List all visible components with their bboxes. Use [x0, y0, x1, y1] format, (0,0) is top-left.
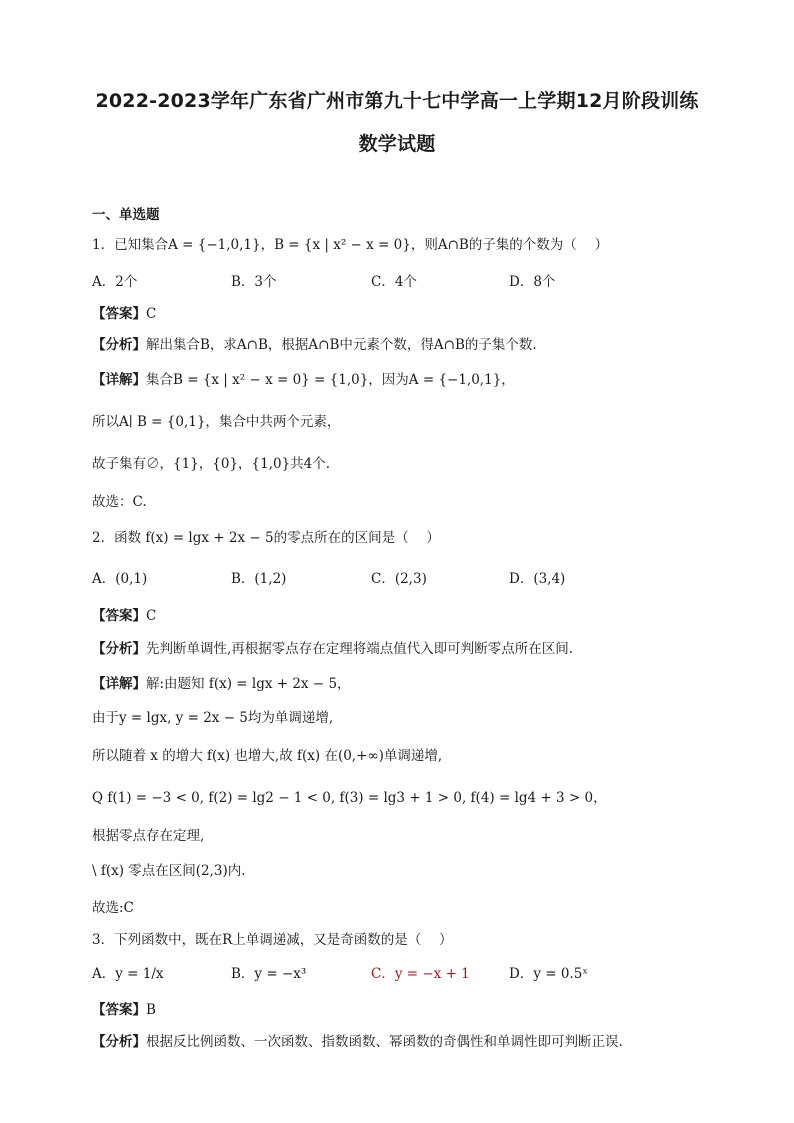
analysis-tag: 【分析】 [92, 641, 146, 657]
doc-title-line1: 2022-2023学年广东省广州市第九十七中学高一上学期12月阶段训练 [95, 90, 699, 112]
q3-analysis [92, 1030, 623, 1050]
q2-detail-line2: 由于y = lgx, y = 2x − 5均为单调递增, [92, 710, 334, 726]
q1-analysis [92, 333, 537, 353]
q2-option-a: A．(0,1) [92, 571, 148, 587]
q2-detail-line4: Q f(1) = −3 < 0, f(2) = lg2 − 1 < 0, f(3) = lg3 + 1 > 0, f(4) = lg4 + 3 > 0， [92, 790, 607, 806]
answer-tag: 【答案】 [92, 608, 146, 624]
analysis-text: 先判断单调性,再根据零点存在定理将端点值代入即可判断零点所在区间. [146, 641, 574, 657]
q2-detail [92, 672, 351, 692]
analysis-tag: 【分析】 [92, 1034, 146, 1050]
answer-value: C [146, 306, 157, 322]
q1-detail-line4: 故选：C. [92, 494, 147, 510]
q1-detail-line2: 所以A∣ B = {0,1}，集合中共两个元素， [92, 414, 341, 430]
answer-value: C [146, 608, 157, 624]
analysis-text: 根据反比例函数、一次函数、指数函数、幂函数的奇偶性和单调性即可判断正误. [146, 1034, 623, 1050]
q2-analysis [92, 637, 573, 657]
detail-text: 解:由题知 f(x) = lgx + 2x − 5， [146, 676, 351, 692]
section-heading: 一、单选题 [92, 207, 160, 223]
answer-value: B [146, 1002, 156, 1018]
detail-tag: 【详解】 [92, 676, 146, 692]
q1-option-b: B．3个 [231, 274, 277, 290]
q1-stem: 1．已知集合A = {−1,0,1}，B = {x | x² − x = 0}，则A∩B的子集的个数为（ ） [92, 237, 609, 253]
q1-detail-line3: 故子集有∅，{1}，{0}，{1,0}共4个. [92, 456, 331, 472]
q2-detail-line3: 所以随着 x 的增大 f(x) 也增大,故 f(x) 在(0,+∞)单调递增, [92, 748, 443, 764]
q2-option-c: C．(2,3) [371, 571, 427, 587]
q2-stem: 2．函数 f(x) = lgx + 2x − 5的零点所在的区间是（ ） [92, 530, 440, 546]
answer-tag: 【答案】 [92, 306, 146, 322]
analysis-text: 解出集合B，求A∩B，根据A∩B中元素个数，得A∩B的子集个数. [146, 337, 537, 353]
detail-text: 集合B = {x | x² − x = 0} = {1,0}，因为A = {−1,0,1}， [146, 372, 515, 388]
doc-title-line2: 数学试题 [358, 133, 436, 155]
q2-option-b: B．(1,2) [231, 571, 287, 587]
q1-option-d: D．8个 [509, 274, 556, 290]
q2-option-d: D．(3,4) [509, 571, 566, 587]
q3-option-c [371, 962, 470, 982]
q2-detail-line5: 根据零点存在定理, [92, 828, 205, 844]
q2-detail-line7: 故选:C [92, 900, 134, 916]
q3-option-a: A．y = 1/x [92, 966, 164, 982]
answer-tag: 【答案】 [92, 1002, 146, 1018]
analysis-tag: 【分析】 [92, 337, 146, 353]
q3-answer [92, 998, 156, 1018]
q1-answer [92, 302, 156, 322]
q2-answer [92, 604, 156, 624]
q1-option-c: C．4个 [371, 274, 417, 290]
q3-option-d: D．y = 0.5ˣ [509, 966, 589, 982]
q2-detail-line6: \ f(x) 零点在区间(2,3)内. [92, 863, 246, 879]
q3-option-b: B．y = −x³ [231, 966, 307, 982]
q1-option-a: A．2个 [92, 274, 138, 290]
q3-stem: 3．下列函数中，既在R上单调递减，又是奇函数的是（ ） [92, 932, 453, 948]
q3-option-c-text: C．y = −x + 1 [371, 966, 470, 982]
detail-tag: 【详解】 [92, 372, 146, 388]
q1-detail [92, 368, 515, 388]
